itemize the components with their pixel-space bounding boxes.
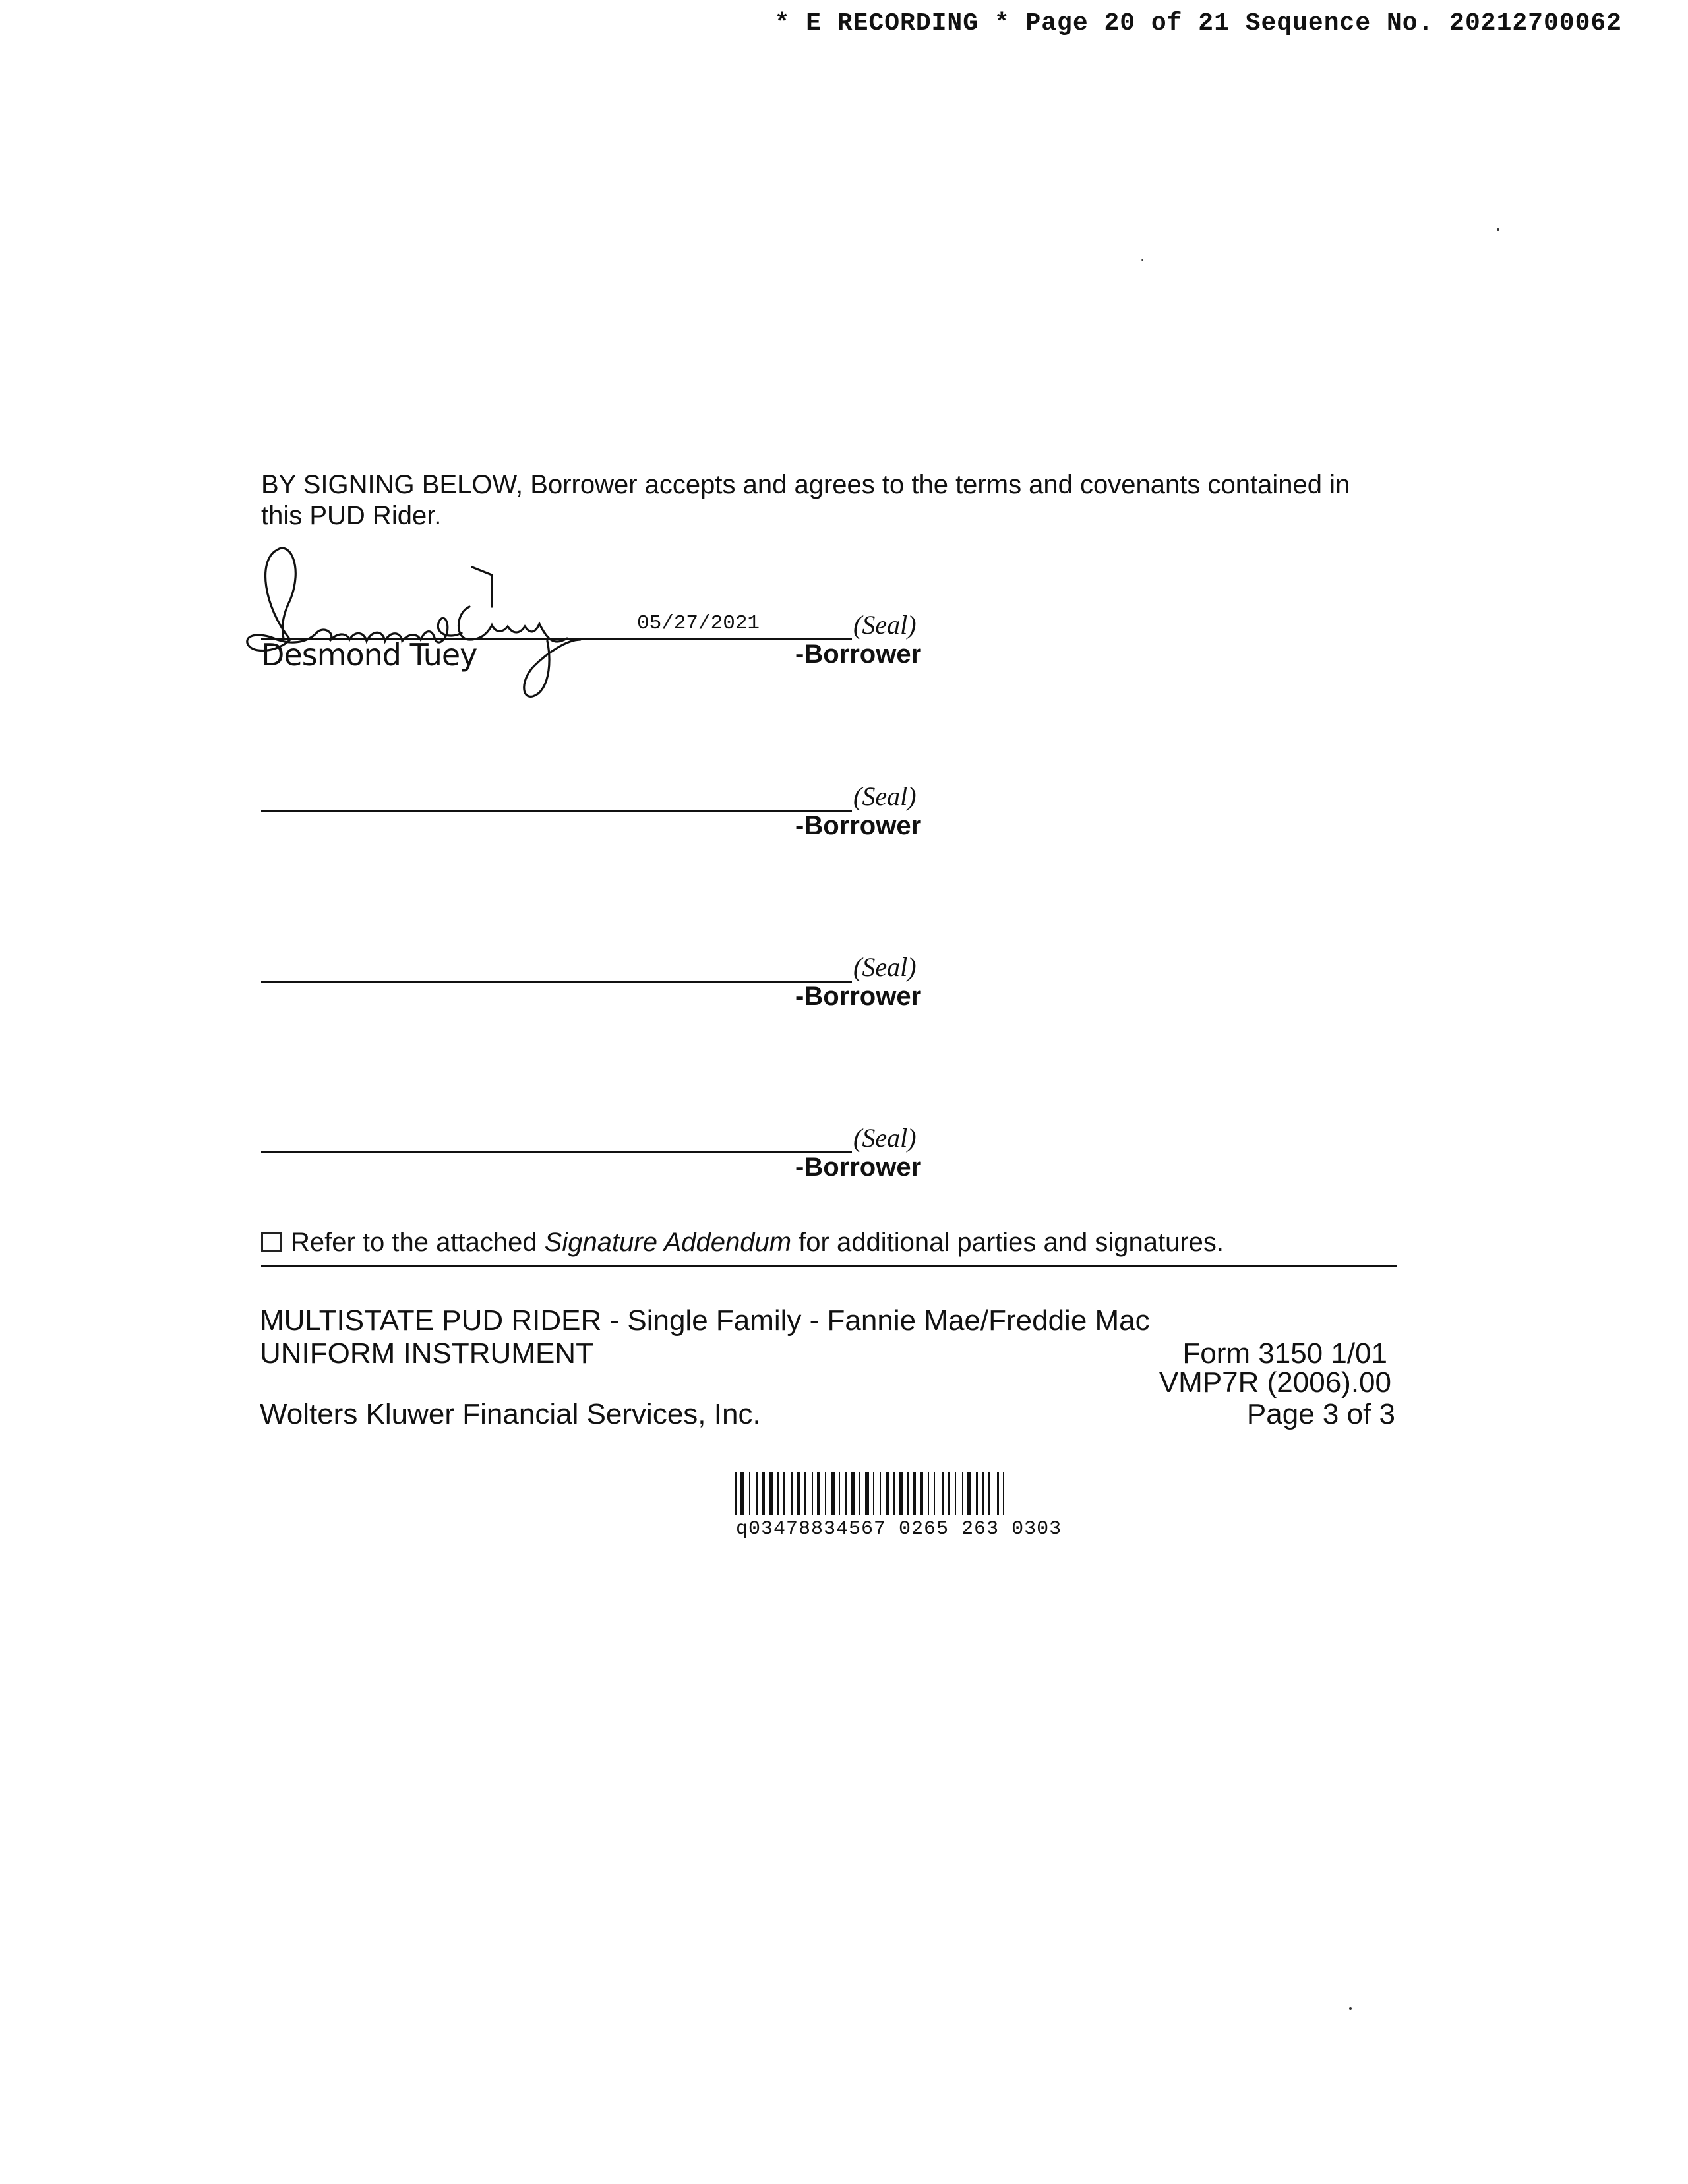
uniform-instrument-label: UNIFORM INSTRUMENT [260,1337,593,1370]
scan-speck [1349,2007,1352,2010]
signature-line [261,810,852,812]
seal-label: (Seal) [853,952,917,982]
signature-addendum-note [261,1228,1224,1258]
page-number: Page 3 of 3 [1246,1398,1395,1430]
footer-divider [261,1265,1397,1267]
recording-header: * E RECORDING * Page 20 of 21 Sequence No. 20212700062 [774,9,1622,38]
handwritten-signature [237,541,607,706]
seal-label: (Seal) [853,610,917,640]
signature-line [261,981,852,983]
signature-date: 05/27/2021 [637,612,760,635]
signature-line [261,1151,852,1153]
scan-speck [1141,259,1143,261]
addendum-emphasis: Signature Addendum [544,1228,792,1257]
borrower-name: Desmond Tuey [261,637,477,673]
form-title: MULTISTATE PUD RIDER - Single Family - Fannie Mae/Freddie Mac [260,1304,1150,1337]
borrower-role-label: -Borrower [795,1153,922,1182]
vmp-code: VMP7R (2006).00 [1159,1366,1391,1399]
publisher-name: Wolters Kluwer Financial Services, Inc. [260,1398,761,1430]
addendum-suffix: for additional parties and signatures. [799,1228,1224,1257]
scan-speck [1497,228,1499,231]
addendum-prefix: Refer to the attached [291,1228,537,1257]
addendum-checkbox[interactable] [261,1232,282,1252]
form-number: Form 3150 1/01 [1182,1337,1387,1370]
borrower-role-label: -Borrower [795,811,922,840]
borrower-role-label: -Borrower [795,982,922,1011]
signing-statement: BY SIGNING BELOW, Borrower accepts and agrees to the terms and covenants contained in this PUD Rider. [261,470,1350,530]
seal-label: (Seal) [853,1123,917,1153]
barcode-image [735,1472,1183,1521]
borrower-role-label: -Borrower [795,640,922,669]
barcode-number: q03478834567 0265 263 0303 [736,1518,1062,1540]
seal-label: (Seal) [853,781,917,811]
